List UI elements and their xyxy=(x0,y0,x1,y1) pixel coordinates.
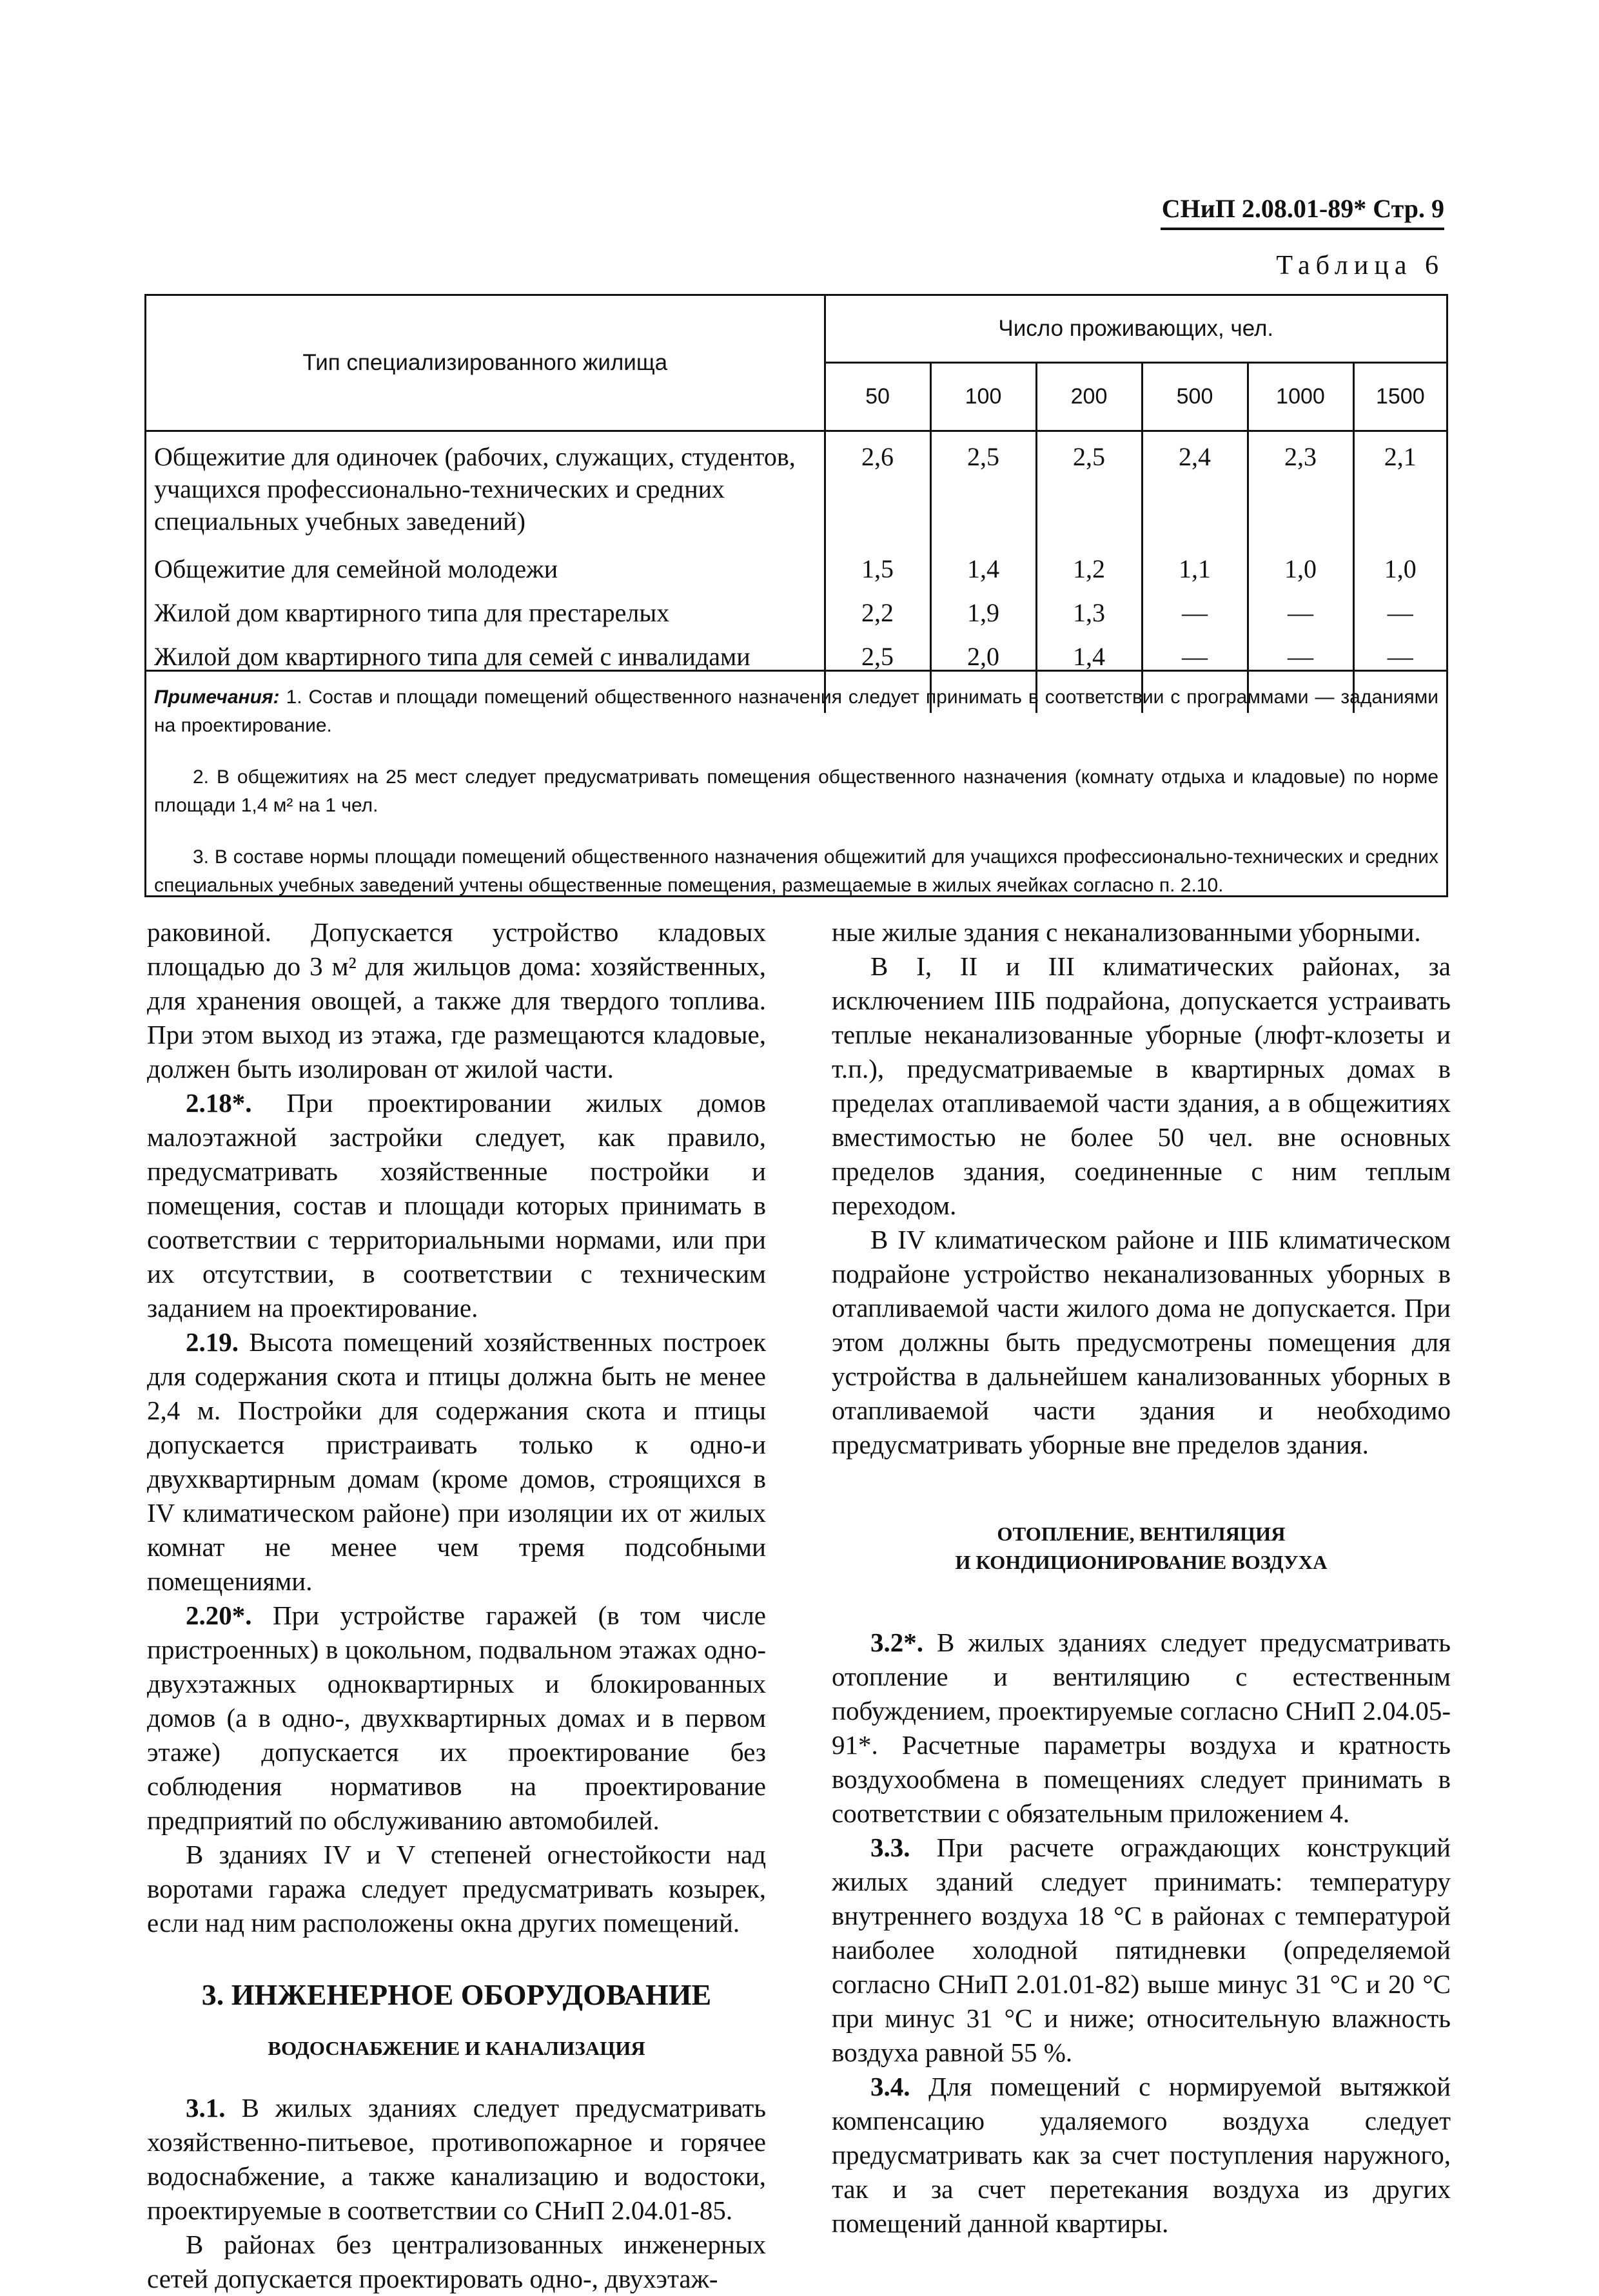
note-2 xyxy=(146,763,1446,820)
subsection-title: ВОДОСНАБЖЕНИЕ И КАНАЛИЗАЦИЯ xyxy=(268,2037,645,2059)
row-name: Общежитие для семейной молодежи xyxy=(146,544,825,588)
table-row xyxy=(146,431,1446,545)
table-6 xyxy=(144,294,1448,897)
note-text: 1. Состав и площади помещений общественного назначения следует принимать в соответствии с программами — заданиями на проектирование. xyxy=(154,686,1438,736)
clause-number: 3.1. xyxy=(186,2093,226,2123)
note-text: 3. В составе нормы площади помещений общественного назначения общежитий для учащихся профессионально-технических и средних специальных учебных заведений учтены общественные помещения, размещаемые в жилых ячейках согласно п. 2.10. xyxy=(154,846,1438,896)
table-cell: — xyxy=(1142,632,1248,713)
table-row xyxy=(146,544,1446,588)
table-cell: 1,2 xyxy=(1036,544,1142,588)
table-cell: 1,5 xyxy=(825,544,930,588)
table-cell: 2,5 xyxy=(825,632,930,713)
table-cell: — xyxy=(1248,588,1353,632)
table-cell: 1,0 xyxy=(1384,554,1417,583)
row-name: Общежитие для одиночек (рабочих, служащих, студентов, учащихся профессионально-технических и средних специальных учебных заведений) xyxy=(146,431,825,545)
clause-number: 3.3. xyxy=(870,1833,910,1862)
table-cell: 2,0 xyxy=(930,632,1036,713)
table-label: Таблица 6 xyxy=(1276,251,1444,280)
header-type: Тип специализированного жилища xyxy=(146,296,825,431)
clause-number: 3.2*. xyxy=(870,1628,923,1657)
section-title: 3. ИНЖЕНЕРНОЕ ОБОРУДОВАНИЕ xyxy=(201,1978,712,2011)
header-occupants: Число проживающих, чел. xyxy=(825,296,1446,363)
paragraph: В зданиях IV и V степеней огнестойкости над воротами гаража следует предусматривать козырек, если над ним расположены окна других помещений. xyxy=(147,1840,766,1938)
table-cell: 1,9 xyxy=(930,588,1036,632)
clause-number: 3.4. xyxy=(870,2072,910,2101)
paragraph: В районах без централизованных инженерных сетей допускается проектировать одно-, двухэтаж- xyxy=(147,2230,766,2293)
clause-number: 2.20*. xyxy=(186,1600,252,1630)
page-header xyxy=(1161,193,1444,230)
clause-text: При проектировании жилых домов малоэтажной застройки следует, как правило, предусматривать хозяйственные постройки и помещения, состав и площади которых принимать в соответствии с территориальными нормами, или при их отсутствии, в соответствии с техническим заданием на проектирование. xyxy=(147,1088,766,1323)
clause-text: Высота помещений хозяйственных построек для содержания скота и птицы должна быть не менее 2,4 м. Постройки для содержания скота и птицы допускается пристраивать только к одно-и двухквартирным домам (кроме домов, строящихся в IV климатическом районе) при изоляции их от жилых комнат не менее чем тремя подсобными помещениями. xyxy=(147,1327,766,1596)
column-header: 1000 xyxy=(1248,363,1353,431)
clause-3-2 xyxy=(832,1626,1451,1831)
clause-text: При расчете ограждающих конструкций жилых зданий следует принимать: температуру внутреннего воздуха 18 °С в районах с температурой наиболее холодной пятидневки (определяемой согласно СНиП 2.01.01-82) выше минус 31 °С и 20 °С при минус 31 °С и ниже; относительную влажность воздуха равной 55 %. xyxy=(832,1833,1451,2067)
note-1 xyxy=(146,672,1446,740)
column-header: 50 xyxy=(825,363,930,431)
table-cell: 2,3 xyxy=(1248,431,1353,545)
clause-3-3 xyxy=(832,1831,1451,2070)
table-cell: — xyxy=(1248,632,1353,713)
table-cell: 2,2 xyxy=(825,588,930,632)
occupancy-table xyxy=(146,296,1446,713)
clause-3-1 xyxy=(147,2091,766,2228)
clause-text: При устройстве гаражей (в том числе пристроенных) в цокольном, подвальном этажах одно-двухэтажных одноквартирных и блокированных домов (а в одно-, двухквартирных домах и в первом этаже) допускается их проектирование без соблюдения нормативов на проектирование предприятий по обслуживанию автомобилей. xyxy=(147,1600,767,1835)
table-cell: 1,1 xyxy=(1142,544,1248,588)
document-code: СНиП 2.08.01-89* Стр. 9 xyxy=(1161,194,1444,223)
clause-2-20 xyxy=(147,1599,766,1838)
table-cell: 1,4 xyxy=(930,544,1036,588)
subsection-title: ОТОПЛЕНИЕ, ВЕНТИЛЯЦИЯ xyxy=(997,1523,1286,1545)
table-cell: 2,6 xyxy=(825,431,930,545)
table-cell: 1,0 xyxy=(1248,544,1353,588)
header-rule xyxy=(1161,228,1444,230)
table-cell: 2,1 xyxy=(1384,442,1417,471)
table-cell: — xyxy=(1142,588,1248,632)
row-name: Жилой дом квартирного типа для семей с инвалидами xyxy=(146,632,825,713)
clause-text: Для помещений с нормируемой вытяжкой компенсацию удаляемого воздуха следует предусматривать как за счет поступления наружного, так и за счет перетекания воздуха из других помещений данной квартиры. xyxy=(832,2072,1451,2238)
clause-2-19 xyxy=(147,1325,766,1599)
clause-text: В жилых зданиях следует предусматривать отопление и вентиляцию с естественным побуждением, проектируемые согласно СНиП 2.04.05-91*. Расчетные параметры воздуха и кратность воздухообмена в помещениях следует принимать в соответствии с обязательным приложением 4. xyxy=(832,1628,1451,1828)
clause-number: 2.18*. xyxy=(186,1088,252,1118)
table-cell: 2,5 xyxy=(1036,431,1142,545)
subsection-title: И КОНДИЦИОНИРОВАНИЕ ВОЗДУХА xyxy=(955,1551,1328,1573)
clause-2-18 xyxy=(147,1086,766,1325)
left-column xyxy=(147,915,766,2296)
clause-3-4 xyxy=(832,2070,1451,2241)
note-text: 2. В общежитиях на 25 мест следует предусматривать помещения общественного назначения (комнату отдыха и кладовые) по норме площади 1,4 м² на 1 чел. xyxy=(154,766,1438,816)
table-cell: 1,3 xyxy=(1036,588,1142,632)
table-row xyxy=(146,588,1446,632)
table-notes xyxy=(146,670,1446,900)
table-cell: — xyxy=(1387,642,1413,671)
clause-text: В жилых зданиях следует предусматривать хозяйственно-питьевое, противопожарное и горячее водоснабжение, а также канализацию и водостоки, проектируемые в соответствии со СНиП 2.04.01-85. xyxy=(147,2093,767,2225)
paragraph: В I, II и III климатических районах, за исключением IIIБ подрайона, допускается устраивать теплые неканализованные уборные (люфт-клозеты и т.п.), предусматриваемые в квартирных домах в пределах отапливаемой части здания, а в общежитиях вместимостью не более 50 чел. вне основных пределов здания, соединенные с ним теплым переходом. xyxy=(832,951,1451,1220)
paragraph: раковиной. Допускается устройство кладовых площадью до 3 м² для жильцов дома: хозяйственных, для хранения овощей, а также для твердого топлива. При этом выход из этажа, где размещаются кладовые, должен быть изолирован от жилой части. xyxy=(147,917,766,1084)
column-header: 100 xyxy=(930,363,1036,431)
table-cell: 2,4 xyxy=(1142,431,1248,545)
table-cell: 1,4 xyxy=(1036,632,1142,713)
notes-label: Примечания: xyxy=(154,686,280,708)
row-name: Жилой дом квартирного типа для престарелых xyxy=(146,588,825,632)
right-column xyxy=(832,915,1451,2241)
table-cell: — xyxy=(1387,598,1413,627)
paragraph: ные жилые здания с неканализованными уборными. xyxy=(832,917,1421,947)
note-3 xyxy=(146,843,1446,900)
clause-number: 2.19. xyxy=(186,1327,239,1357)
paragraph: В IV климатическом районе и IIIБ климатическом подрайоне устройство неканализованных уборных в отапливаемой части жилого дома не допускается. При этом должны быть предусмотрены помещения для устройства в дальнейшем канализованных уборных в отапливаемой части здания и необходимо предусматривать уборные вне пределов здания. xyxy=(832,1225,1451,1459)
column-header: 1500 xyxy=(1353,363,1446,431)
table-cell: 2,5 xyxy=(930,431,1036,545)
column-header: 500 xyxy=(1142,363,1248,431)
column-header: 200 xyxy=(1036,363,1142,431)
